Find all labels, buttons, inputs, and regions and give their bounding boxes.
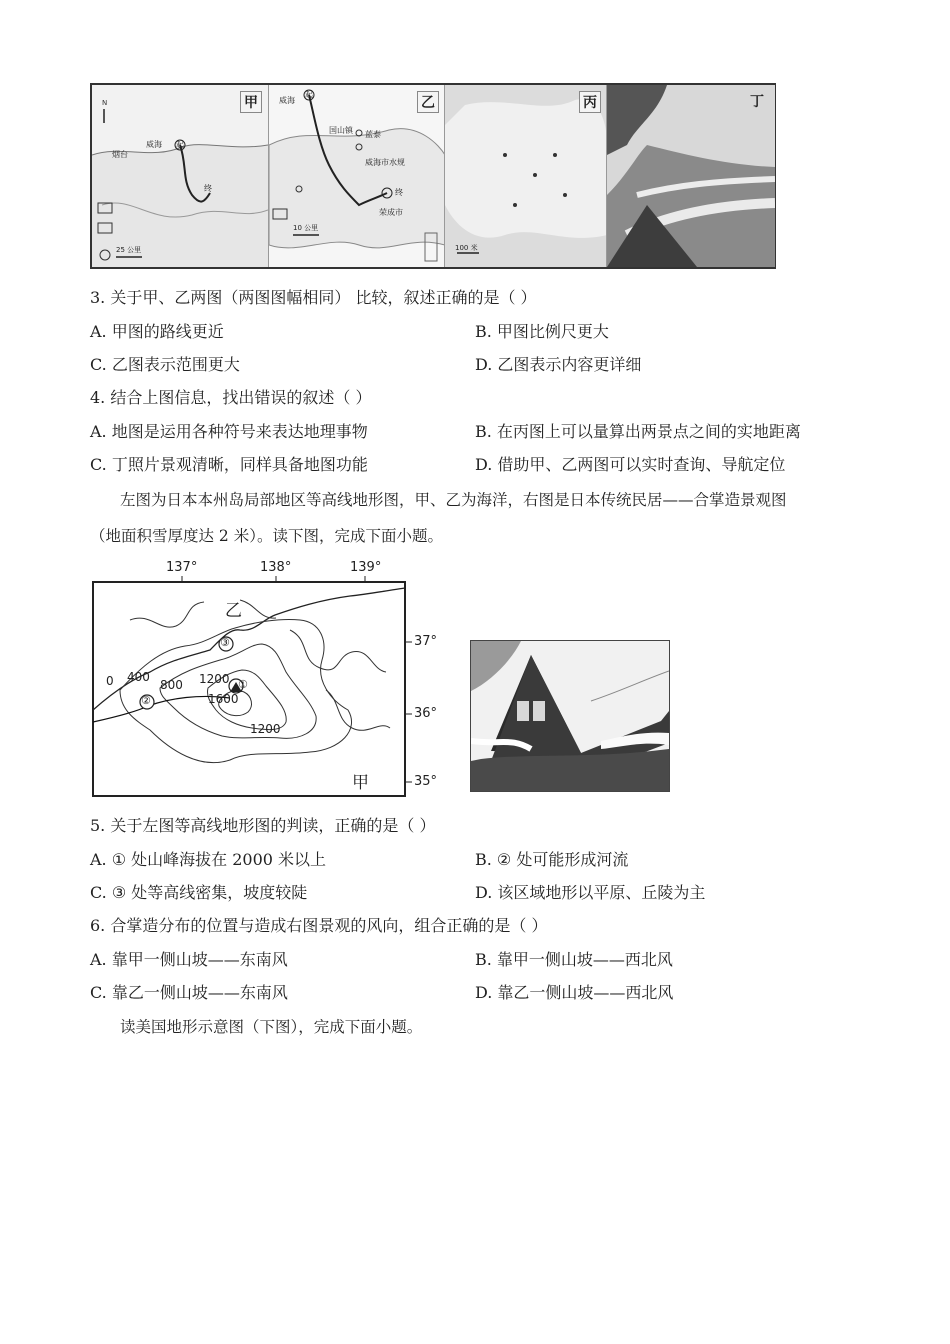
q3-option-b[interactable]: B. 甲图比例尺更大 <box>475 322 609 341</box>
place-label: 蓝泰 <box>365 130 381 139</box>
contour-label-0: 0 <box>106 674 114 688</box>
contour-label-1600: 1600 <box>208 692 239 706</box>
lat-label-36: 36° <box>414 706 438 721</box>
contour-label-1200: 1200 <box>199 672 230 686</box>
place-label: 威海 <box>279 96 295 105</box>
q5-option-d[interactable]: D. 该区域地形以平原、丘陵为主 <box>475 883 706 902</box>
panel-label: 乙 <box>417 91 439 113</box>
intro-paragraph-line1: 左图为日本本州岛局部地区等高线地形图，甲、乙为海洋，右图是日本传统民居——合掌造景观图 <box>120 491 787 509</box>
point-2-label: ② <box>141 694 151 707</box>
q4-option-b[interactable]: B. 在丙图上可以量算出两景点之间的实地距离 <box>475 422 801 441</box>
q3-option-d[interactable]: D. 乙图表示内容更详细 <box>475 355 642 374</box>
intro-paragraph-line2: （地面积雪厚度达 2 米）。读下图，完成下面小题。 <box>90 527 443 545</box>
place-label: 终 <box>395 188 403 197</box>
q3-option-a[interactable]: A. 甲图的路线更近 <box>90 322 224 341</box>
panel-bing-map <box>444 85 607 267</box>
point-3-label: ③ <box>220 636 230 649</box>
q4-option-d[interactable]: D. 借助甲、乙两图可以实时查询、导航定位 <box>475 455 786 474</box>
q5-option-b[interactable]: B. ② 处可能形成河流 <box>475 850 629 869</box>
scale-label: 100 米 <box>455 244 478 252</box>
place-label: 终 <box>204 184 212 193</box>
contour-map <box>90 560 438 800</box>
question-6-stem: 6. 合掌造分布的位置与造成右图景观的风向，组合正确的是（ ） <box>90 916 548 935</box>
lon-label-139: 139° <box>350 560 382 575</box>
lon-label-138: 138° <box>260 560 292 575</box>
place-label: 起 <box>305 90 313 99</box>
q5-option-c[interactable]: C. ③ 处等高线密集，坡度较陡 <box>90 883 308 902</box>
gassho-house-graphic <box>471 641 669 791</box>
north-arrow-icon: N <box>102 99 108 107</box>
q6-option-b[interactable]: B. 靠甲一侧山坡——西北风 <box>475 950 673 969</box>
panel-jia-map <box>92 85 268 267</box>
place-label: 国山镇 <box>329 126 353 135</box>
q4-option-a[interactable]: A. 地图是运用各种符号来表达地理事物 <box>90 422 368 441</box>
q6-option-c[interactable]: C. 靠乙一侧山坡——东南风 <box>90 983 288 1002</box>
scale-label: 25 公里 <box>116 246 142 254</box>
lat-label-35: 35° <box>414 774 438 789</box>
point-1-label: ① <box>238 678 248 691</box>
panel-label: 丙 <box>579 91 601 113</box>
place-label: 起 <box>176 140 184 149</box>
q4-option-c[interactable]: C. 丁照片景观清晰，同样具备地图功能 <box>90 455 368 474</box>
q6-option-d[interactable]: D. 靠乙一侧山坡——西北风 <box>475 983 674 1002</box>
panel-ding-photo <box>606 85 775 267</box>
contour-label-800: 800 <box>160 678 183 692</box>
q3-option-c[interactable]: C. 乙图表示范围更大 <box>90 355 240 374</box>
panel-label: 丁 <box>750 94 764 110</box>
intro-paragraph-usa: 读美国地形示意图（下图），完成下面小题。 <box>120 1018 423 1036</box>
panel-label: 甲 <box>240 91 262 113</box>
q5-option-a[interactable]: A. ① 处山峰海拔在 2000 米以上 <box>90 850 327 869</box>
panel-yi-map <box>268 85 445 267</box>
question-4-stem: 4. 结合上图信息，找出错误的叙述（ ） <box>90 388 372 407</box>
coastal-road-photo <box>607 85 775 267</box>
scale-label: 10 公里 <box>293 224 319 232</box>
question-3-stem: 3. 关于甲、乙两图（两图图幅相同） 比较，叙述正确的是（ ） <box>90 288 537 307</box>
place-label: 烟台 <box>112 150 128 159</box>
sea-jia-label: 甲 <box>352 773 369 793</box>
lon-label-137: 137° <box>166 560 198 575</box>
gassho-house-photo <box>470 640 670 792</box>
question-5-stem: 5. 关于左图等高线地形图的判读，正确的是（ ） <box>90 816 436 835</box>
contour-label-400: 400 <box>127 670 150 684</box>
place-label: 荣成市 <box>379 208 403 217</box>
place-label: 威海 <box>146 140 162 149</box>
figure-maps-strip <box>90 83 776 269</box>
q6-option-a[interactable]: A. 靠甲一侧山坡——东南风 <box>90 950 288 969</box>
contour-label-1200b: 1200 <box>250 722 281 736</box>
sea-yi-label: 乙 <box>225 601 242 621</box>
place-label: 威海市水规 <box>365 158 405 167</box>
lat-label-37: 37° <box>414 634 438 649</box>
